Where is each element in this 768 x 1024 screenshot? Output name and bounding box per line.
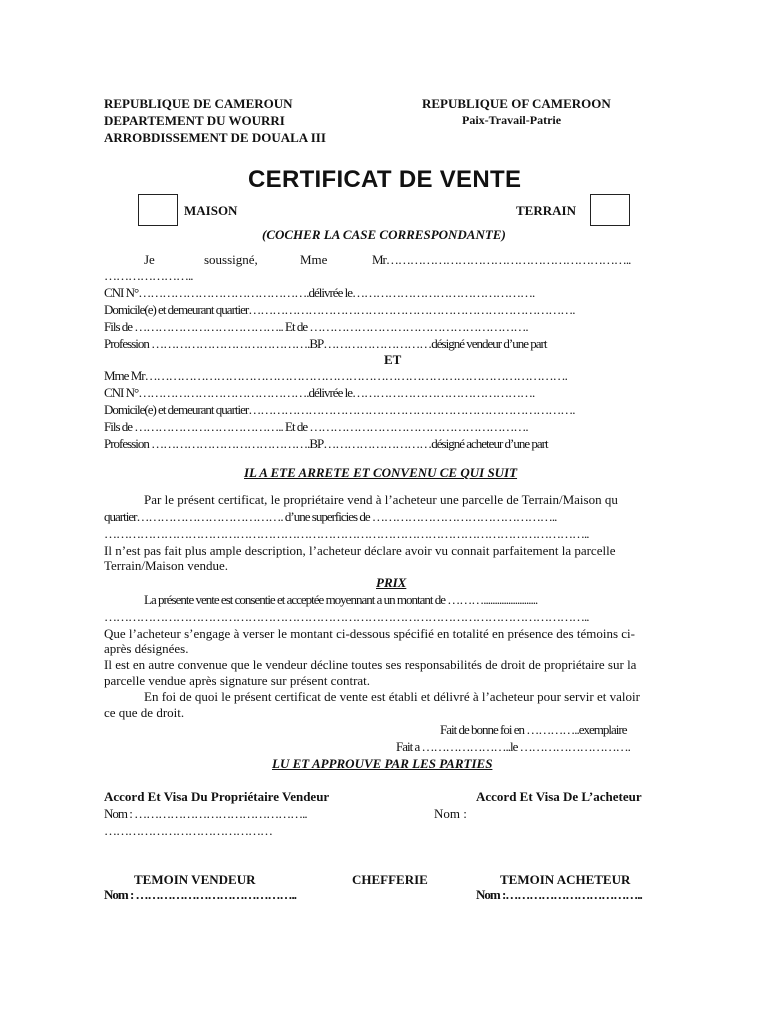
seller-name-field[interactable]: Mr…………………………………………………….. <box>372 252 631 267</box>
header-right-title: REPUBLIQUE OF CAMEROON <box>422 96 611 111</box>
prix-line-3: Que l’acheteur s’engage à verser le montant ci-dessous spécifié en totalité en présence des témoins ci- <box>104 626 635 641</box>
prix-line-5: Il est en autre convenue que le vendeur décline toutes ses responsabilités de droit de propriétaire sur la <box>104 657 637 672</box>
maison-label: MAISON <box>184 203 238 218</box>
witness-seller-title: TEMOIN VENDEUR <box>134 872 256 887</box>
seller-parents-field[interactable]: Fils de ……………………………….. Et de ………………………………………………. <box>104 319 528 334</box>
terrain-checkbox[interactable] <box>590 194 630 226</box>
description-line-2: Terrain/Maison vendue. <box>104 558 228 573</box>
header-left-line-1: REPUBLIQUE DE CAMEROUN <box>104 96 293 111</box>
prix-heading: PRIX <box>376 575 407 590</box>
header-left-line-2: DEPARTEMENT DU WOURRI <box>104 113 285 128</box>
buyer-cni-field[interactable]: CNI N°…………………………………….délivrée le………………………………………. <box>104 385 535 400</box>
buyer-profession-field[interactable]: Profession ………………………………….BP………………………désigné acheteur d’une part <box>104 436 548 451</box>
prix-line-7: En foi de quoi le présent certificat de vente est établi et délivré à l’acheteur pour servir et valoir <box>144 689 640 704</box>
seller-name-field-cont[interactable]: ………………….. <box>104 268 193 283</box>
seller-visa-name-field-cont[interactable]: …………………………………… <box>104 823 272 838</box>
document-title: CERTIFICAT DE VENTE <box>248 166 522 193</box>
sale-paragraph-line-3[interactable]: ………………………………………………………………………………………………………….. <box>104 526 589 541</box>
seller-visa-name-field[interactable]: Nom : …………………………………….. <box>104 806 307 821</box>
seller-intro-je: Je <box>144 252 155 267</box>
place-date-field[interactable]: Fait a …………………..le ………………………. <box>396 739 630 754</box>
buyer-parents-field[interactable]: Fils de ……………………………….. Et de ………………………………………………. <box>104 419 528 434</box>
sale-paragraph-line-2[interactable]: quartier………………………………. d’une superficies de ……………………………………….. <box>104 509 557 524</box>
prix-amount-field-cont[interactable]: ………………………………………………………………………………………………………….. <box>104 609 589 624</box>
description-line-1: Il n’est pas fait plus ample description, l’acheteur déclare avoir vu connait parfaitement la parcelle <box>104 543 616 558</box>
seller-intro-soussigne: soussigné, <box>204 252 258 267</box>
buyer-name-field[interactable]: Mme Mr……………………………………………………………………………………………. <box>104 368 567 383</box>
prix-line-6: parcelle vendue après signature sur présent contrat. <box>104 673 371 688</box>
maison-checkbox[interactable] <box>138 194 178 226</box>
chefferie-title: CHEFFERIE <box>352 872 428 887</box>
agreement-heading: IL A ETE ARRETE ET CONVENU CE QUI SUIT <box>244 465 518 480</box>
seller-cni-field[interactable]: CNI N°…………………………………….délivrée le………………………………………. <box>104 285 535 300</box>
prix-amount-field[interactable]: La présente vente est consentie et acceptée moyennant a un montant de ………........................ <box>144 592 538 607</box>
approval-heading: LU ET APPROUVE PAR LES PARTIES <box>272 756 493 771</box>
buyer-visa-title: Accord Et Visa De L’acheteur <box>476 789 642 804</box>
header-left-line-3: ARROBDISSEMENT DE DOUALA III <box>104 130 326 145</box>
prix-line-8: ce que de droit. <box>104 705 185 720</box>
seller-intro-mme: Mme <box>300 252 328 267</box>
witness-buyer-name-field[interactable]: Nom :…………………………….. <box>476 887 642 902</box>
witness-seller-name-field[interactable]: Nom : ………………………………….. <box>104 887 297 902</box>
checkbox-instruction: (COCHER LA CASE CORRESPONDANTE) <box>262 227 506 242</box>
prix-line-4: après désignées. <box>104 641 189 656</box>
et-separator: ET <box>384 352 402 367</box>
terrain-label: TERRAIN <box>516 203 576 218</box>
witness-buyer-title: TEMOIN ACHETEUR <box>500 872 631 887</box>
sale-paragraph-line-1: Par le présent certificat, le propriétaire vend à l’acheteur une parcelle de Terrain/Maison qu <box>144 492 618 507</box>
buyer-visa-name-field[interactable]: Nom : <box>434 806 467 821</box>
buyer-domicile-field[interactable]: Domicile(e) et demeurant quartier………………………………………………………………………. <box>104 402 575 417</box>
seller-profession-field[interactable]: Profession ………………………………….BP………………………désigné vendeur d’une part <box>104 336 547 351</box>
header-right-motto: Paix-Travail-Patrie <box>462 113 562 127</box>
seller-visa-title: Accord Et Visa Du Propriétaire Vendeur <box>104 789 330 804</box>
exemplaire-field[interactable]: Fait de bonne foi en …………..exemplaire <box>440 722 627 737</box>
seller-domicile-field[interactable]: Domicile(e) et demeurant quartier………………………………………………………………………. <box>104 302 575 317</box>
